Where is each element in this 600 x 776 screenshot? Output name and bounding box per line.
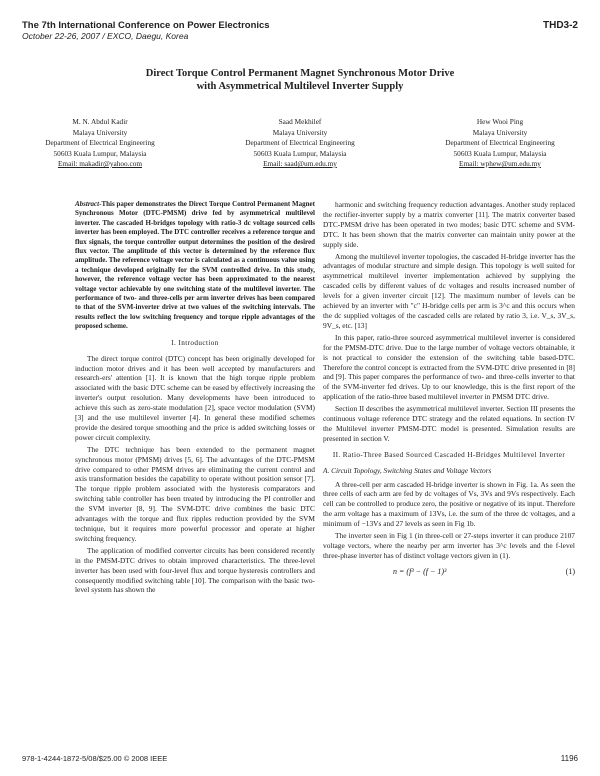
author-address: 50603 Kuala Lumpur, Malaysia <box>453 148 547 158</box>
conference-name: The 7th International Conference on Power Electronics <box>22 20 270 31</box>
author-department: Department of Electrical Engineering <box>445 138 555 147</box>
equation-number: (1) <box>565 566 575 576</box>
footer-isbn: 978-1-4244-1872-5/08/$25.00 © 2008 IEEE <box>22 754 168 763</box>
body-paragraph: harmonic and switching frequency reduction advantages. Another study replaced the rectifier-inverter supply by a matrix converter [11]. The matrix converter based DTC-PMSM drive has been operated in two modes; basic DTC scheme and SVM-DTC. It has been shown that the matrix converter can maintain unity power at the supply side. <box>323 200 575 249</box>
body-paragraph: Section II describes the asymmetrical multilevel inverter. Section III presents the continuous voltage reference DTC strategy and the related equations. In section IV the Multilevel inverter PMSM-DTC model is presented. Simulation results are presented in section V. <box>323 404 575 443</box>
author-name: Hew Wooi Ping <box>476 117 524 126</box>
abstract-label: Abstract <box>75 200 100 208</box>
right-column <box>323 200 575 577</box>
paper-title-line-1: Direct Torque Control Permanent Magnet Synchronous Motor Drive <box>145 68 455 79</box>
author-affiliation: Malaya University <box>272 127 328 137</box>
conference-header <box>22 20 270 42</box>
body-paragraph: A three-cell per arm cascaded H-bridge inverter is shown in Fig. 1a. As seen the three cells of each arm are fed by dc voltages of Vs, 3Vs and 9Vs respectively. Each cell can be controlled to produce zero, the positive or negative of its input. Therefore the arm voltage has a maximum of 13Vs, i.e. the sum of the three dc voltages, and a minimum of −13Vs and 27 levels as seen in Fig 1b. <box>323 479 575 529</box>
paper-code: THD3-2 <box>542 20 578 31</box>
author-department: Department of Electrical Engineering <box>245 138 355 147</box>
section-title-inverter: II. Ratio-Three Based Sourced Cascaded H-Bridges Multilevel Inverter <box>332 450 566 459</box>
equation-1 <box>323 567 575 577</box>
author-name: Saad Mekhilef <box>278 117 322 126</box>
body-paragraph: The application of modified converter circuits has been considered recently in the PMSM-DTC drives to obtain improved characteristics. The three-level inverter has been used with four-level flux and torque hysteresis controllers and consequently modified switching table [10]. The comparison with the basic two-level system has shown the <box>75 545 315 595</box>
body-paragraph: The direct torque control (DTC) concept has been originally developed for induction motor drives and it has been well accepted by manufacturers and research-ers' attention [1]. It is known that the high torque ripple problem associated with the basic DTC scheme can be eased by effectively increasing the inverter's output resolution. Many developments have been introduced to achieve this such as zero-state modulation [2], space vector modulation (SVM) [3] and the use multilevel inverter [4]. In general these modified schemes provide the desired torque smoothing and the price is added switching losses or power circuit complexity. <box>75 353 315 442</box>
paper-title <box>0 67 600 93</box>
author-department: Department of Electrical Engineering <box>45 138 155 147</box>
body-paragraph: The DTC technique has been extended to the permanent magnet synchronous motor (PMSM) drives [5, 6]. The advantages of the DTC-PMSM drive compared to other PMSM drives are eliminating the current control and axis transformation besides the capability to operate without position sensor [7]. The torque ripple problem associated with the hysteresis comparators and switching table controller has been treated by introducing the PI controller and the SVM inverter [8, 9]. The SVM-DTC drive combines the basic DTC advantages with the torque and flux ripples reduction provided by the SVM technique, but it requires more powerful processor and operate at higher switching frequency. <box>75 444 315 543</box>
author-email-link[interactable]: Email: saad@um.edu.my <box>263 159 337 168</box>
abstract-text: -This paper demonstrates the Direct Torque Control Permanent Magnet Synchronous Motor (DTC-PMSM) drive fed by asymmetrical multilevel inverter. The cascaded H-bridges topology with ratio-3 dc voltage sourced cells inverter has been employed. The DTC controller receives a reference torque and flux signals, the torque controller output determines the position of the desired flux vector. The amplitude of this vector is determined by the reference flux amplitude. The reference voltage vector is calculated as a continuous value using a technique developed originally for the SVM controlled drive. In this study, however, the reference voltage vector has been approximated to the nearest voltage vector achievable by one switching state of the multilevel inverter. The performance of two- and three-cells per arm inverter drives has been compared to that of the SVM-inverter drive at two values of the switching intervals. The results reflect the low switching frequency and torque ripple advantages of the proposed scheme. <box>75 200 315 331</box>
footer-page-number: 1196 <box>560 754 578 763</box>
equation-expression: n = (f³ − (f − 1)³ <box>393 566 447 576</box>
author-address: 50603 Kuala Lumpur, Malaysia <box>253 148 347 158</box>
body-paragraph: Among the multilevel inverter topologies, the cascaded H-bridge inverter has the advantages of modular structure and simple design. This topology is well suited for asymmetrical multilevel inverter implementation achieved by supplying the cascaded cells by different values of dc voltages and results increased number of levels for a given inverter circuit [12]. The maximum number of levels can be achieved by an inverter with "c" H-bridge cells per arm is 3^c and this occurs when the dc supplied voltages of the cascaded cells are related by ratio 3, i.e. V_s, 3V_s, 9V_s, etc. [13] <box>323 251 575 330</box>
section-title-introduction: I. Introduction <box>171 338 219 347</box>
author-name: M. N. Abdul Kadir <box>72 117 128 126</box>
author-affiliation: Malaya University <box>472 127 528 137</box>
author-email-link[interactable]: Email: makadir@yahoo.com <box>57 159 143 168</box>
conference-dates: October 22-26, 2007 / EXCO, Daegu, Korea <box>22 31 189 41</box>
left-column <box>75 200 315 597</box>
author-block-1 <box>5 117 195 170</box>
author-address: 50603 Kuala Lumpur, Malaysia <box>53 148 147 158</box>
body-paragraph: In this paper, ratio-three sourced asymmetrical multilevel inverter is considered for the PMSM-DTC drive. Due to the large number of voltage vectors obtainable, it is not practical to consider the extension of the switching table based-DTC. Therefore the control concept is extracted from the SVM-DTC drive presented in [8] and [9]. This paper compares the performance of two- and three-cells inverter to that of the SVM-inverter fed drives. Up to our knowledge, this is the first report of the application of the ratio-three based multilevel inverter in PMSM DTC drive. <box>323 332 575 402</box>
paper-title-line-2: with Asymmetrical Multilevel Inverter Supply <box>196 81 404 92</box>
abstract <box>75 200 315 332</box>
author-email-link[interactable]: Email: wphew@um.edu.my <box>459 159 541 168</box>
body-paragraph: The inverter seen in Fig 1 (in three-cell or 27-steps inverter it can produce 2107 voltage vectors, where the nearby per arm inverter has 3^c levels and the f-level three-phase inverter has of distinct voltage vectors given in (1). <box>323 531 575 560</box>
author-block-2 <box>205 117 395 170</box>
author-affiliation: Malaya University <box>72 127 128 137</box>
subsection-title: A. Circuit Topology, Switching States and Voltage Vectors <box>323 465 492 475</box>
author-block-3 <box>405 117 595 170</box>
